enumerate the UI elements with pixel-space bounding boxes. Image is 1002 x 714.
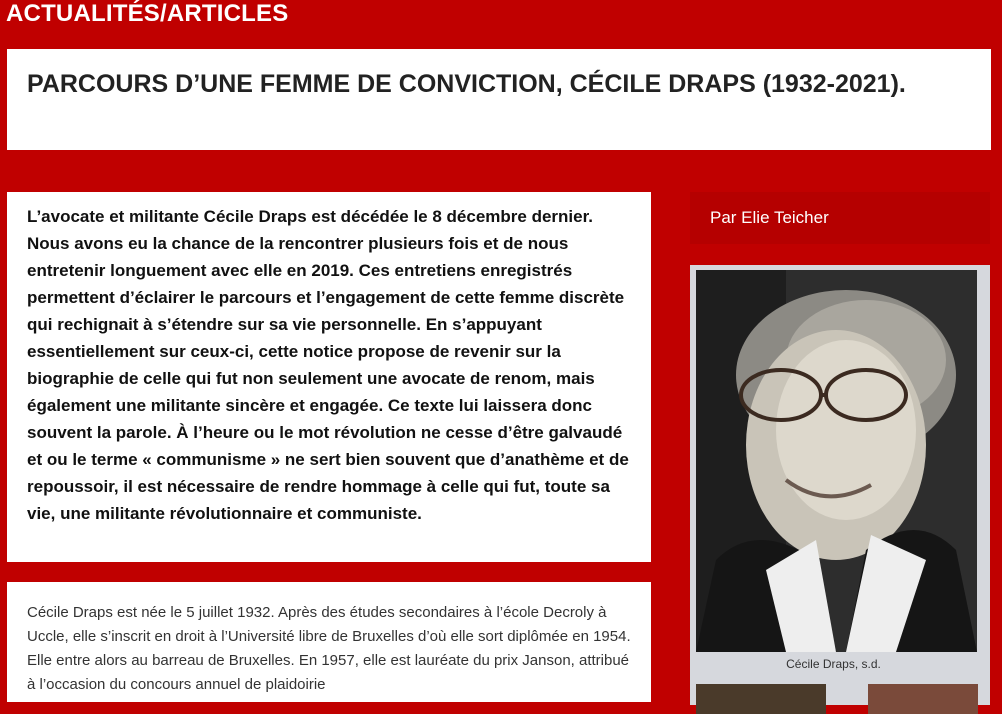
article-intro-box [7, 192, 651, 562]
photo-frame [690, 265, 990, 705]
author-box [690, 192, 990, 244]
article-body-box [7, 582, 651, 702]
portrait-photo-illustration [696, 270, 977, 652]
article-body: Cécile Draps est née le 5 juillet 1932. Après des études secondaires à l’école Decroly à Uccle, elle s’inscrit en droit à l’Université libre de Bruxelles d’où elle sort diplômée en 1954. Elle entre alors au barreau de Bruxelles. En 1957, elle est lauréate du prix Janson, attribué à l’occasion du concours annuel de plaidoirie [27, 604, 631, 693]
photo-caption: Cécile Draps, s.d. [786, 657, 881, 671]
article-title-box [7, 49, 991, 150]
article-intro: L’avocate et militante Cécile Draps est décédée le 8 décembre dernier. Nous avons eu la chance de la rencontrer plusieurs fois et de nous entretenir longuement avec elle en 2019. Ces entretiens enregistrés permettent d’éclairer le parcours et l’engagement de cette femme discrète qui rechignait à s’étendre sur sa vie personnelle. En s’appuyant essentiellement sur ceux-ci, cette notice propose de revenir sur la biographie de celle qui fut non seulement une avocate de renom, mais également une militante sincère et engagée. Ce texte lui laissera donc souvent la parole. À l’heure ou le mot révolution ne cesse d’être galvaudé et ou le terme « communisme » ne sert bien souvent que d’anathème et de repoussoir, il est nécessaire de rendre hommage à celle qui fut, toute sa vie, une militante révolutionnaire et communiste. [27, 207, 629, 523]
author-label: Par Elie Teicher [710, 208, 829, 227]
portrait-photo[interactable] [696, 270, 977, 652]
section-label: ACTUALITÉS/ARTICLES [6, 0, 289, 27]
article-title: PARCOURS D’UNE FEMME DE CONVICTION, CÉCILE DRAPS (1932-2021). [27, 70, 906, 98]
